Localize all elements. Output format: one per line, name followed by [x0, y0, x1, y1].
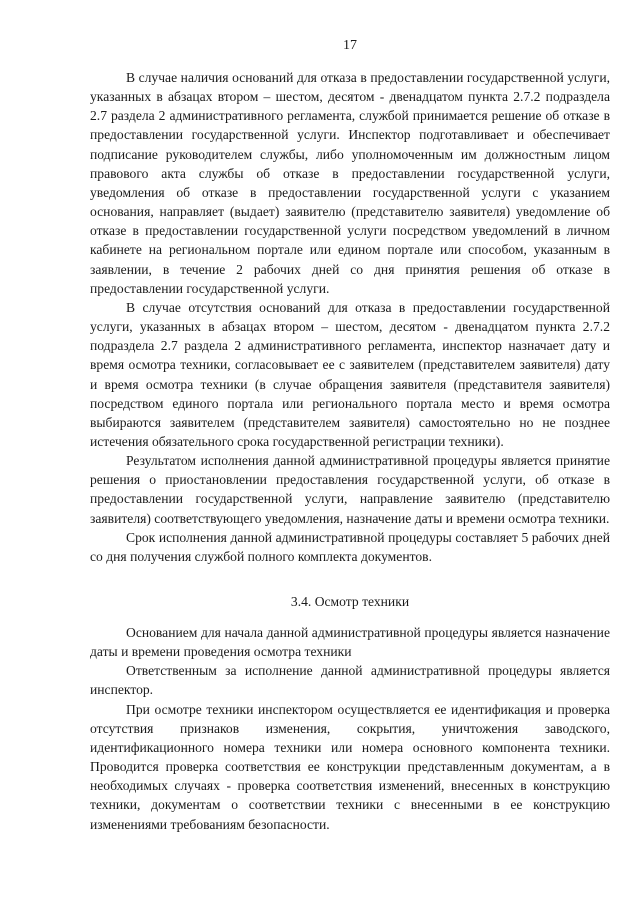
- paragraph-inspection-details: При осмотре техники инспектором осуществляется ее идентификация и проверка отсутствия признаков изменения, сокрытия, уничтожения заводского, идентификационного номера техники или номера основного компонента техники. Проводится проверка соответствия ее конструкции представленным документам, а в необходимых случаях - проверка соответствия изменений, внесенных в конструкцию техники, документам о соответствии техники с внесенными в ее конструкцию изменениями требованиям безопасности.: [90, 701, 610, 832]
- paragraph-inspection-scheduling: В случае отсутствия оснований для отказа в предоставлении государственной услуги, указанных в абзацах втором – шестом, десятом - двенадцатом пункта 2.7.2 подраздела 2.7 раздела 2 административного регламента, инспектор назначает дату и время осмотра техники, согласовывает ее с заявителем (представителем заявителя) дату и время осмотра техники (в случае обращения заявителя (представителя заявителя) посредством единого портала или регионального портала место и время осмотра выбираются заявителем (представителем заявителя) самостоятельно но не позднее истечения обязательного срока государственной регистрации техники).: [90, 299, 610, 449]
- paragraph-procedure-result: Результатом исполнения данной административной процедуры является принятие решения о приостановлении предоставления государственной услуги, об отказе в предоставлении государственной услуги, направление заявителю (представителю заявителя) соответствующего уведомления, назначение даты и времени осмотра техники.: [90, 453, 610, 526]
- paragraph-basis: Основанием для начала данной административной процедуры является назначение даты и времени проведения осмотра техники: [90, 625, 610, 660]
- page-number: 17: [343, 38, 357, 53]
- section-heading: 3.4. Осмотр техники: [290, 594, 410, 609]
- document-page: [90, 0, 610, 905]
- paragraph-procedure-deadline: Срок исполнения данной административной процедуры составляет 5 рабочих дней со дня получения службой полного комплекта документов.: [90, 529, 610, 564]
- section-before-body: [90, 68, 610, 566]
- section-3-4-body: [90, 623, 610, 834]
- paragraph-refusal-decision: В случае наличия оснований для отказа в предоставлении государственной услуги, указанных в абзацах втором – шестом, десятом - двенадцатом пункта 2.7.2 подраздела 2.7 раздела 2 административного регламента, службой принимается решение об отказе в предоставлении государственной услуги. Инспектор подготавливает и обеспечивает подписание руководителем службы, либо уполномоченным им должностным лицом правового акта службы об отказе в предоставлении государственной услуги, уведомления об отказе в предоставлении государственной услуги с указанием основания, направляет (выдает) заявителю (представителю заявителя) уведомление об отказе в предоставлении государственной услуги посредством уведомлений в личном кабинете на региональном портале или едином портале или способом, указанным в заявлении, в течение 2 рабочих дней со дня принятия решения об отказе в предоставлении государственной услуги.: [90, 70, 610, 296]
- paragraph-responsible: Ответственным за исполнение данной административной процедуры является инспектор.: [90, 663, 610, 698]
